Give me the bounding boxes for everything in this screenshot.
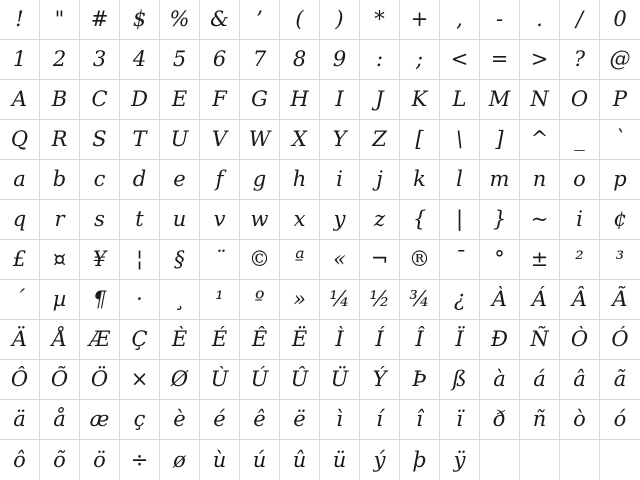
glyph-cell[interactable]: 0 (600, 0, 640, 40)
glyph-cell[interactable]: 8 (280, 40, 320, 80)
glyph-cell[interactable]: ç (120, 400, 160, 440)
glyph-cell[interactable]: Ï (440, 320, 480, 360)
glyph-cell[interactable]: o (560, 160, 600, 200)
glyph-cell[interactable]: µ (40, 280, 80, 320)
glyph-cell[interactable]: c (80, 160, 120, 200)
glyph-cell[interactable]: £ (0, 240, 40, 280)
glyph-cell[interactable]: ^ (520, 120, 560, 160)
glyph-cell[interactable]: ® (400, 240, 440, 280)
glyph-cell[interactable]: | (440, 200, 480, 240)
glyph-cell[interactable]: ± (520, 240, 560, 280)
glyph-cell[interactable]: Ã (600, 280, 640, 320)
glyph-cell[interactable]: Î (400, 320, 440, 360)
glyph-cell[interactable]: q (0, 200, 40, 240)
glyph-cell[interactable]: B (40, 80, 80, 120)
glyph-cell[interactable]: W (240, 120, 280, 160)
glyph-cell[interactable]: ª (280, 240, 320, 280)
glyph-cell[interactable]: Í (360, 320, 400, 360)
glyph-cell[interactable]: K (400, 80, 440, 120)
glyph-cell[interactable]: D (120, 80, 160, 120)
glyph-cell[interactable]: « (320, 240, 360, 280)
glyph-cell[interactable]: ÷ (120, 440, 160, 480)
glyph-cell[interactable]: 9 (320, 40, 360, 80)
glyph-cell[interactable]: » (280, 280, 320, 320)
glyph-cell[interactable]: p (600, 160, 640, 200)
glyph-cell[interactable]: Å (40, 320, 80, 360)
glyph-cell[interactable]: × (120, 360, 160, 400)
glyph-cell[interactable]: ? (560, 40, 600, 80)
glyph-cell[interactable]: ¹ (200, 280, 240, 320)
glyph-cell-empty (600, 440, 640, 480)
glyph-cell[interactable]: Û (280, 360, 320, 400)
glyph-cell[interactable]: a (0, 160, 40, 200)
glyph-cell[interactable]: § (160, 240, 200, 280)
glyph-cell[interactable]: ß (440, 360, 480, 400)
glyph-cell[interactable]: e (160, 160, 200, 200)
glyph-cell[interactable]: í (360, 400, 400, 440)
glyph-cell[interactable]: Q (0, 120, 40, 160)
glyph-cell[interactable]: N (520, 80, 560, 120)
glyph-cell[interactable]: û (280, 440, 320, 480)
glyph-cell[interactable]: é (200, 400, 240, 440)
glyph-cell[interactable]: P (600, 80, 640, 120)
glyph-cell[interactable]: ! (0, 0, 40, 40)
glyph-cell[interactable]: G (240, 80, 280, 120)
glyph-cell[interactable]: ` (600, 120, 640, 160)
glyph-cell[interactable]: 7 (240, 40, 280, 80)
glyph-cell[interactable]: ò (560, 400, 600, 440)
glyph-cell[interactable]: d (120, 160, 160, 200)
glyph-cell[interactable]: < (440, 40, 480, 80)
glyph-cell[interactable]: Æ (80, 320, 120, 360)
glyph-cell[interactable]: ð (480, 400, 520, 440)
glyph-cell[interactable]: u (160, 200, 200, 240)
glyph-cell[interactable]: [ (400, 120, 440, 160)
glyph-cell[interactable]: â (560, 360, 600, 400)
glyph-cell[interactable]: É (200, 320, 240, 360)
glyph-cell[interactable]: ¥ (80, 240, 120, 280)
glyph-cell[interactable]: h (280, 160, 320, 200)
glyph-cell[interactable]: ( (280, 0, 320, 40)
glyph-cell[interactable]: 4 (120, 40, 160, 80)
glyph-cell[interactable]: 5 (160, 40, 200, 80)
glyph-cell[interactable]: Ê (240, 320, 280, 360)
glyph-cell[interactable]: È (160, 320, 200, 360)
glyph-cell[interactable]: ÿ (440, 440, 480, 480)
glyph-cell[interactable]: $ (120, 0, 160, 40)
glyph-cell[interactable]: * (360, 0, 400, 40)
glyph-cell[interactable]: è (160, 400, 200, 440)
glyph-cell[interactable]: ½ (360, 280, 400, 320)
glyph-cell[interactable]: - (480, 0, 520, 40)
glyph-cell[interactable]: ) (320, 0, 360, 40)
glyph-cell[interactable]: ô (0, 440, 40, 480)
glyph-cell[interactable]: Ô (0, 360, 40, 400)
glyph-cell[interactable]: y (320, 200, 360, 240)
glyph-cell[interactable]: ¾ (400, 280, 440, 320)
glyph-cell[interactable]: ú (240, 440, 280, 480)
glyph-cell[interactable]: ] (480, 120, 520, 160)
glyph-cell[interactable]: Õ (40, 360, 80, 400)
glyph-cell-empty (520, 440, 560, 480)
glyph-cell[interactable]: ¼ (320, 280, 360, 320)
glyph-cell[interactable]: õ (40, 440, 80, 480)
glyph-cell[interactable]: j (360, 160, 400, 200)
glyph-cell[interactable]: X (280, 120, 320, 160)
glyph-cell[interactable]: & (200, 0, 240, 40)
glyph-cell[interactable]: ö (80, 440, 120, 480)
glyph-cell[interactable]: b (40, 160, 80, 200)
glyph-cell[interactable]: r (40, 200, 80, 240)
glyph-cell[interactable]: ¯ (440, 240, 480, 280)
glyph-cell[interactable]: ý (360, 440, 400, 480)
glyph-cell[interactable]: Ì (320, 320, 360, 360)
glyph-cell[interactable]: k (400, 160, 440, 200)
glyph-cell-empty (480, 440, 520, 480)
glyph-cell[interactable]: ø (160, 440, 200, 480)
glyph-cell[interactable]: Ç (120, 320, 160, 360)
glyph-cell[interactable]: ; (400, 40, 440, 80)
glyph-cell[interactable]: x (280, 200, 320, 240)
glyph-cell[interactable]: + (400, 0, 440, 40)
glyph-cell[interactable]: v (200, 200, 240, 240)
glyph-cell[interactable]: w (240, 200, 280, 240)
glyph-cell[interactable]: A (0, 80, 40, 120)
glyph-cell[interactable]: H (280, 80, 320, 120)
glyph-cell[interactable]: 2 (40, 40, 80, 80)
glyph-cell[interactable]: S (80, 120, 120, 160)
glyph-cell[interactable]: } (480, 200, 520, 240)
glyph-cell[interactable]: Ü (320, 360, 360, 400)
glyph-cell[interactable]: ´ (0, 280, 40, 320)
glyph-cell[interactable]: m (480, 160, 520, 200)
glyph-cell[interactable]: Â (560, 280, 600, 320)
glyph-cell[interactable]: U (160, 120, 200, 160)
glyph-cell[interactable]: O (560, 80, 600, 120)
glyph-cell[interactable]: L (440, 80, 480, 120)
glyph-cell[interactable]: ° (480, 240, 520, 280)
glyph-cell[interactable]: Ä (0, 320, 40, 360)
glyph-cell[interactable]: ¢ (600, 200, 640, 240)
glyph-cell[interactable]: ë (280, 400, 320, 440)
glyph-cell[interactable]: ¤ (40, 240, 80, 280)
glyph-cell[interactable]: ó (600, 400, 640, 440)
glyph-cell[interactable]: å (40, 400, 80, 440)
glyph-cell[interactable]: @ (600, 40, 640, 80)
glyph-cell[interactable]: i (320, 160, 360, 200)
glyph-cell[interactable]: I (320, 80, 360, 120)
glyph-cell[interactable]: ü (320, 440, 360, 480)
glyph-cell[interactable]: ~ (520, 200, 560, 240)
glyph-cell[interactable]: Ý (360, 360, 400, 400)
glyph-cell[interactable]: / (560, 0, 600, 40)
glyph-cell[interactable]: Ú (240, 360, 280, 400)
glyph-cell[interactable]: Y (320, 120, 360, 160)
glyph-cell[interactable]: " (40, 0, 80, 40)
glyph-cell[interactable]: Þ (400, 360, 440, 400)
glyph-cell[interactable]: · (120, 280, 160, 320)
glyph-cell[interactable]: Ò (560, 320, 600, 360)
glyph-cell[interactable]: ù (200, 440, 240, 480)
glyph-cell-empty (560, 440, 600, 480)
glyph-cell[interactable]: ¿ (440, 280, 480, 320)
glyph-cell[interactable]: ì (320, 400, 360, 440)
glyph-cell[interactable]: T (120, 120, 160, 160)
glyph-cell[interactable]: 3 (80, 40, 120, 80)
glyph-cell[interactable]: ’ (240, 0, 280, 40)
glyph-cell[interactable]: ñ (520, 400, 560, 440)
glyph-cell[interactable]: % (160, 0, 200, 40)
glyph-cell[interactable]: ¦ (120, 240, 160, 280)
glyph-cell[interactable]: i (560, 200, 600, 240)
glyph-cell[interactable]: s (80, 200, 120, 240)
glyph-cell[interactable]: n (520, 160, 560, 200)
glyph-cell[interactable]: R (40, 120, 80, 160)
glyph-cell[interactable]: º (240, 280, 280, 320)
glyph-cell[interactable]: ¸ (160, 280, 200, 320)
glyph-cell[interactable]: \ (440, 120, 480, 160)
glyph-cell[interactable]: . (520, 0, 560, 40)
glyph-cell[interactable]: Ù (200, 360, 240, 400)
glyph-cell[interactable]: ¬ (360, 240, 400, 280)
glyph-cell[interactable]: > (520, 40, 560, 80)
glyph-cell[interactable]: ê (240, 400, 280, 440)
glyph-cell[interactable]: E (160, 80, 200, 120)
glyph-cell[interactable]: à (480, 360, 520, 400)
glyph-cell[interactable]: æ (80, 400, 120, 440)
glyph-cell[interactable]: t (120, 200, 160, 240)
glyph-cell[interactable]: þ (400, 440, 440, 480)
glyph-cell[interactable]: F (200, 80, 240, 120)
glyph-cell[interactable]: Ë (280, 320, 320, 360)
glyph-cell[interactable]: ² (560, 240, 600, 280)
glyph-cell[interactable]: Ö (80, 360, 120, 400)
glyph-cell[interactable]: ã (600, 360, 640, 400)
glyph-cell[interactable]: M (480, 80, 520, 120)
glyph-cell[interactable]: C (80, 80, 120, 120)
glyph-cell[interactable]: g (240, 160, 280, 200)
glyph-cell[interactable]: f (200, 160, 240, 200)
glyph-cell[interactable]: á (520, 360, 560, 400)
glyph-cell[interactable]: Ó (600, 320, 640, 360)
glyph-cell[interactable]: Á (520, 280, 560, 320)
glyph-cell[interactable]: z (360, 200, 400, 240)
glyph-cell[interactable]: ¶ (80, 280, 120, 320)
glyph-cell[interactable]: Z (360, 120, 400, 160)
glyph-cell[interactable]: ¨ (200, 240, 240, 280)
glyph-cell[interactable]: _ (560, 120, 600, 160)
glyph-cell[interactable]: l (440, 160, 480, 200)
glyph-cell[interactable]: Ø (160, 360, 200, 400)
glyph-cell[interactable]: © (240, 240, 280, 280)
glyph-cell[interactable]: Ð (480, 320, 520, 360)
glyph-cell[interactable]: ï (440, 400, 480, 440)
glyph-cell[interactable]: À (480, 280, 520, 320)
glyph-cell[interactable]: Ñ (520, 320, 560, 360)
glyph-cell[interactable]: î (400, 400, 440, 440)
glyph-cell[interactable]: { (400, 200, 440, 240)
glyph-cell[interactable]: 1 (0, 40, 40, 80)
glyph-cell[interactable]: 6 (200, 40, 240, 80)
glyph-cell[interactable]: ³ (600, 240, 640, 280)
glyph-cell[interactable]: # (80, 0, 120, 40)
glyph-cell[interactable]: V (200, 120, 240, 160)
glyph-cell[interactable]: , (440, 0, 480, 40)
glyph-cell[interactable]: : (360, 40, 400, 80)
glyph-cell[interactable]: = (480, 40, 520, 80)
glyph-cell[interactable]: J (360, 80, 400, 120)
glyph-cell[interactable]: ä (0, 400, 40, 440)
